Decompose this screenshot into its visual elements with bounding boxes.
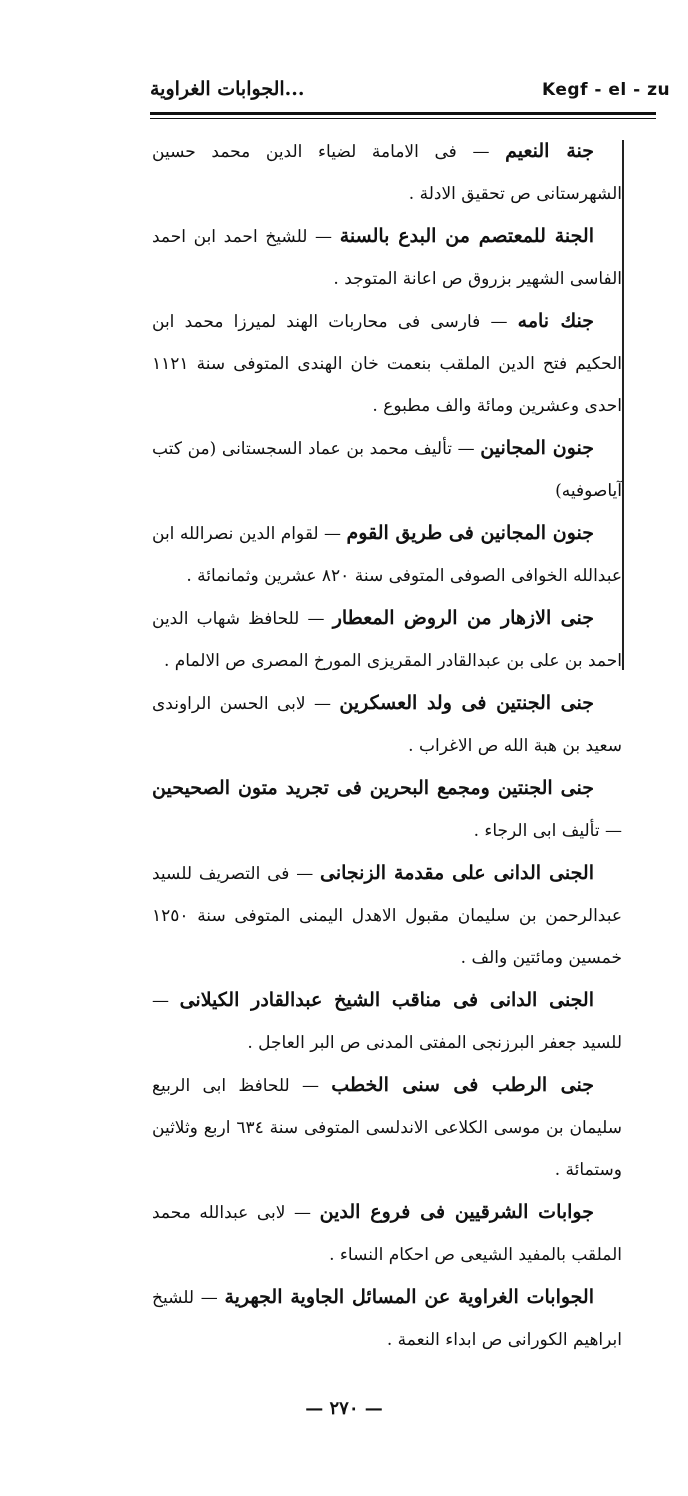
running-head-latin: Kegf - el - zu xyxy=(542,80,671,100)
entry xyxy=(152,300,622,427)
entry-title: الجنة للمعتصم من البدع بالسنة xyxy=(339,225,594,247)
entry-text: — للشيخ ابراهيم الكورانى ص ابداء النعمة . xyxy=(152,1288,622,1350)
entry-title: جوابات الشرقيين فى فروع الدين xyxy=(319,1201,594,1223)
entry-text: — فارسى فى محاربات الهند لميرزا محمد ابن الحكيم فتح الدين الملقب بنعمت خان الهندى المتوفى سنة ١١٢١ احدى وعشرين ومائة والف مطبوع . xyxy=(152,312,622,416)
entry xyxy=(152,767,622,852)
entry xyxy=(152,215,622,300)
entry-title: جنى الجنتين فى ولد العسكرين xyxy=(339,692,594,714)
entry-text: — تأليف ابى الرجاء . xyxy=(473,821,622,841)
page-number: — ٢٧٠ — xyxy=(305,1398,383,1419)
entry-title: جنى الجنتين ومجمع البحرين فى تجريد متون الصحيحين xyxy=(152,777,594,799)
entry-title: الجوابات الغراوية عن المسائل الجاوية الجهرية xyxy=(224,1286,594,1308)
page-header xyxy=(150,76,671,106)
entry-title: الجنى الدانى فى مناقب الشيخ عبدالقادر الكيلانى xyxy=(179,989,595,1011)
entry-text: — لابى عبدالله محمد الملقب بالمفيد الشيعى ص احكام النساء . xyxy=(152,1203,622,1265)
entry xyxy=(152,427,622,512)
entry-title: جنون المجانين xyxy=(480,437,594,459)
entry-title: الجنى الدانى على مقدمة الزنجانى xyxy=(320,862,594,884)
entry xyxy=(152,1191,622,1276)
entry-title: جنك نامه xyxy=(517,310,594,332)
entry xyxy=(152,852,622,979)
entry xyxy=(152,597,622,682)
running-head-arabic: الجوابات الغراوية... xyxy=(150,78,305,100)
dictionary-entries xyxy=(152,130,622,1361)
entry-title: جنة النعيم xyxy=(505,140,594,162)
entry xyxy=(152,1064,622,1191)
entry-text: — للحافظ شهاب الدين احمد بن على بن عبدالقادر المقريزى المورخ المصرى ص الالمام . xyxy=(152,609,622,671)
header-rule-thin xyxy=(150,118,656,119)
entry xyxy=(152,512,622,597)
entry xyxy=(152,979,622,1064)
entry-text: — فى الامامة لضياء الدين محمد حسين الشهرستانى ص تحقيق الادلة . xyxy=(152,142,622,204)
entry xyxy=(152,682,622,767)
entry-text: — لابى الحسن الراوندى سعيد بن هبة الله ص الاغراب . xyxy=(152,694,622,756)
entry xyxy=(152,1276,622,1361)
entry-title: جنى الرطب فى سنى الخطب xyxy=(331,1074,594,1096)
entry-title: جنى الازهار من الروض المعطار xyxy=(332,607,594,629)
entry-text: — للسيد جعفر البرزنجى المفتى المدنى ص البر العاجل . xyxy=(152,991,622,1053)
entry-text: — للشيخ احمد ابن احمد الفاسى الشهير بزروق ص اعانة المتوجد . xyxy=(152,227,622,289)
entry-text: — تأليف محمد بن عماد السجستانى (من كتب آياصوفيه) xyxy=(152,439,622,501)
margin-line xyxy=(622,140,624,670)
entry-title: جنون المجانين فى طريق القوم xyxy=(346,522,594,544)
entry-text: — فى التصريف للسيد عبدالرحمن بن سليمان مقبول الاهدل اليمنى المتوفى سنة ١٢٥٠ خمسين ومائتين والف . xyxy=(152,864,622,968)
entry-text: — لقوام الدين نصرالله ابن عبدالله الخوافى الصوفى المتوفى سنة ٨٢٠ عشرين وثمانمائة . xyxy=(152,524,622,586)
header-rule-thick xyxy=(150,112,656,115)
entry-text: — للحافظ ابى الربيع سليمان بن موسى الكلاعى الاندلسى المتوفى سنة ٦٣٤ اربع وثلاثين وستمائة . xyxy=(152,1076,623,1180)
entry xyxy=(152,130,622,215)
